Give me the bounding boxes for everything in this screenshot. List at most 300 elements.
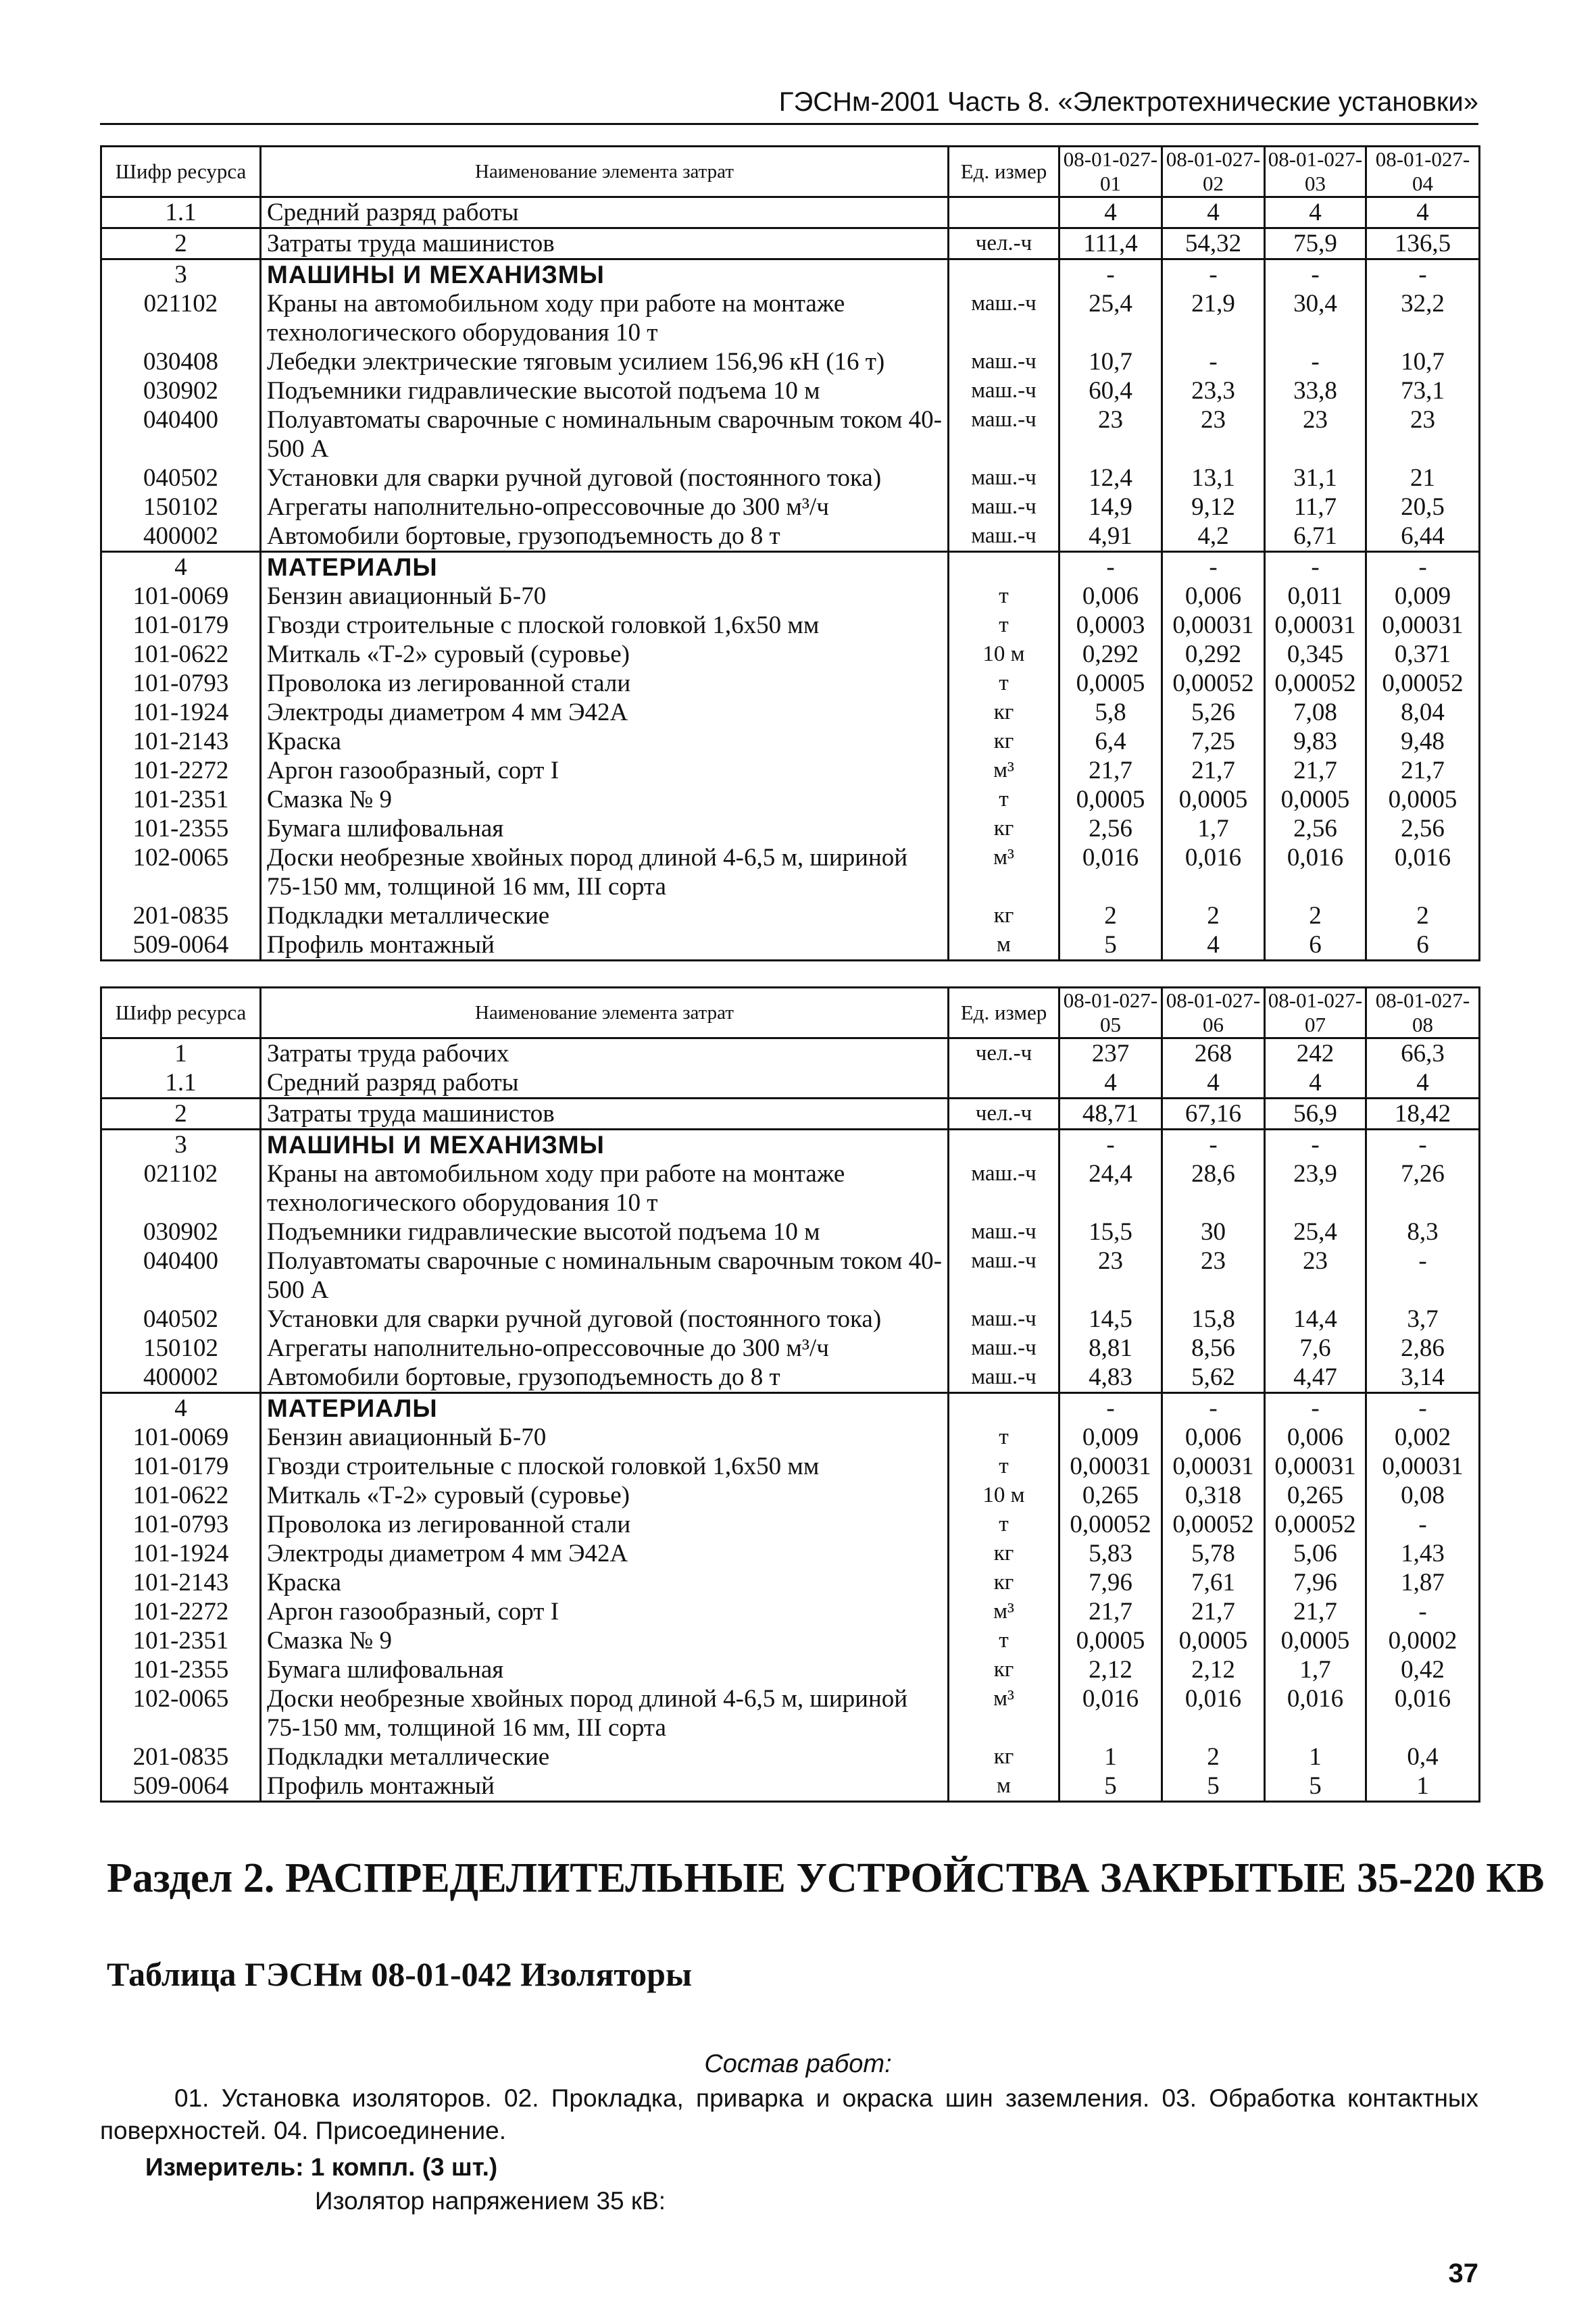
unit-cell: маш.-ч [949, 1305, 1059, 1334]
value-cell: 0,016 [1162, 1684, 1265, 1742]
table-row [101, 347, 1480, 376]
table-row [101, 582, 1480, 611]
value-cell: 5,8 [1059, 698, 1162, 727]
value-cell: 7,96 [1059, 1568, 1162, 1597]
value-cell: 10,7 [1366, 347, 1480, 376]
cost-element-cell: Полуавтоматы сварочные с номинальным сварочным током 40-500 А [261, 1247, 949, 1305]
resource-code-cell: 101-0793 [101, 669, 261, 698]
cost-element-cell: Установки для сварки ручной дуговой (постоянного тока) [261, 1305, 949, 1334]
table-header-row [101, 147, 1480, 197]
value-cell: 2 [1366, 901, 1480, 930]
value-cell: 4 [1265, 197, 1366, 228]
meter-label: Измеритель: [145, 2153, 304, 2181]
value-cell: 5 [1059, 1771, 1162, 1802]
value-cell: 21,7 [1265, 756, 1366, 785]
unit-cell: маш.-ч [949, 289, 1059, 347]
value-cell: 23 [1265, 405, 1366, 463]
value-cell: 6 [1265, 930, 1366, 961]
unit-cell: маш.-ч [949, 405, 1059, 463]
value-cell: 0,0005 [1059, 785, 1162, 814]
resource-code-cell: 150102 [101, 1334, 261, 1363]
section-row [101, 259, 1480, 290]
cost-element-cell: Лебедки электрические тяговым усилием 156,96 кН (16 т) [261, 347, 949, 376]
table-row [101, 1481, 1480, 1510]
header-norm-code: 08-01-027-02 [1162, 147, 1265, 197]
cost-element-cell: МАШИНЫ И МЕХАНИЗМЫ [261, 259, 949, 290]
value-cell: 2,56 [1059, 814, 1162, 843]
value-cell: 0,0005 [1366, 785, 1480, 814]
value-cell: 5 [1059, 930, 1162, 961]
value-cell: 0,00052 [1265, 1510, 1366, 1539]
resource-code-cell: 040400 [101, 405, 261, 463]
table-row [101, 611, 1480, 640]
unit-cell: маш.-ч [949, 1217, 1059, 1247]
cost-element-cell: Краны на автомобильном ходу при работе на монтаже технологического оборудования 10 т [261, 1159, 949, 1217]
value-cell: 1,7 [1162, 814, 1265, 843]
value-cell: 8,81 [1059, 1334, 1162, 1363]
unit-cell: маш.-ч [949, 463, 1059, 493]
unit-cell: кг [949, 1568, 1059, 1597]
value-cell: 0,0005 [1059, 669, 1162, 698]
unit-cell: 10 м [949, 1481, 1059, 1510]
value-cell: 1,43 [1366, 1539, 1480, 1568]
value-cell: 2,12 [1162, 1655, 1265, 1684]
value-cell: - [1162, 552, 1265, 582]
value-cell: 4 [1059, 1068, 1162, 1099]
table-row [101, 405, 1480, 463]
unit-cell: маш.-ч [949, 493, 1059, 522]
resource-code-cell: 101-1924 [101, 1539, 261, 1568]
value-cell: 0,0005 [1059, 1626, 1162, 1655]
value-cell: 30,4 [1265, 289, 1366, 347]
value-cell: 67,16 [1162, 1099, 1265, 1130]
table-row [101, 493, 1480, 522]
resource-code-cell: 400002 [101, 1363, 261, 1393]
table-row [101, 756, 1480, 785]
value-cell: 0,006 [1059, 582, 1162, 611]
header-norm-code: 08-01-027-06 [1162, 988, 1265, 1038]
resource-code-cell: 4 [101, 552, 261, 582]
value-cell: 1 [1366, 1771, 1480, 1802]
cost-element-cell: Бумага шлифовальная [261, 814, 949, 843]
resource-code-cell: 021102 [101, 1159, 261, 1217]
table-row [101, 228, 1480, 259]
cost-element-cell: Миткаль «Т-2» суровый (суровье) [261, 640, 949, 669]
value-cell: 5 [1162, 1771, 1265, 1802]
section-title: Раздел 2. РАСПРЕДЕЛИТЕЛЬНЫЕ УСТРОЙСТВА ЗАКРЫТЫЕ 35-220 КВ [107, 1855, 1545, 1901]
header-unit: Ед. измер [949, 147, 1059, 197]
value-cell: - [1265, 552, 1366, 582]
resource-code-cell: 030902 [101, 1217, 261, 1247]
unit-cell: кг [949, 1539, 1059, 1568]
value-cell: 21,7 [1162, 756, 1265, 785]
resource-code-cell: 040502 [101, 1305, 261, 1334]
resource-code-cell: 101-0069 [101, 582, 261, 611]
value-cell: 10,7 [1059, 347, 1162, 376]
table-row [101, 1539, 1480, 1568]
value-cell: 5 [1265, 1771, 1366, 1802]
value-cell: 0,08 [1366, 1481, 1480, 1510]
unit-cell: т [949, 1626, 1059, 1655]
table-row [101, 1742, 1480, 1771]
value-cell: 60,4 [1059, 376, 1162, 405]
value-cell: 21,7 [1059, 1597, 1162, 1626]
value-cell: 2,86 [1366, 1334, 1480, 1363]
unit-cell [949, 552, 1059, 582]
value-cell: 11,7 [1265, 493, 1366, 522]
table-row [101, 1159, 1480, 1217]
table-row [101, 1771, 1480, 1802]
cost-element-cell: Автомобили бортовые, грузоподъемность до 8 т [261, 1363, 949, 1393]
header-norm-code: 08-01-027-03 [1265, 147, 1366, 197]
value-cell: 2 [1059, 901, 1162, 930]
unit-cell: м³ [949, 756, 1059, 785]
value-cell: 0,016 [1059, 1684, 1162, 1742]
table-row [101, 1423, 1480, 1452]
table-row [101, 698, 1480, 727]
table-row [101, 376, 1480, 405]
resource-code-cell: 2 [101, 1099, 261, 1130]
value-cell: 0,00031 [1366, 611, 1480, 640]
value-cell: 9,12 [1162, 493, 1265, 522]
value-cell: - [1366, 552, 1480, 582]
value-cell: 0,00031 [1162, 611, 1265, 640]
unit-cell: м³ [949, 843, 1059, 901]
cost-element-cell: Гвозди строительные с плоской головкой 1,6х50 мм [261, 1452, 949, 1481]
value-cell: 0,009 [1059, 1423, 1162, 1452]
unit-cell: т [949, 1423, 1059, 1452]
cost-element-cell: Установки для сварки ручной дуговой (постоянного тока) [261, 463, 949, 493]
value-cell: 0,371 [1366, 640, 1480, 669]
value-cell: 24,4 [1059, 1159, 1162, 1217]
value-cell: - [1265, 259, 1366, 290]
value-cell: 7,26 [1366, 1159, 1480, 1217]
cost-element-cell: Подъемники гидравлические высотой подъема 10 м [261, 376, 949, 405]
value-cell: 8,04 [1366, 698, 1480, 727]
table-row [101, 901, 1480, 930]
value-cell: 1 [1059, 1742, 1162, 1771]
table-row [101, 1510, 1480, 1539]
value-cell: 25,4 [1059, 289, 1162, 347]
table-row [101, 640, 1480, 669]
table-row [101, 727, 1480, 756]
value-cell: 7,08 [1265, 698, 1366, 727]
resource-code-cell: 101-2355 [101, 814, 261, 843]
value-cell: 56,9 [1265, 1099, 1366, 1130]
unit-cell: т [949, 1452, 1059, 1481]
header-resource-code: Шифр ресурса [101, 988, 261, 1038]
resource-code-cell: 101-2355 [101, 1655, 261, 1684]
value-cell: 4,47 [1265, 1363, 1366, 1393]
unit-cell: чел.-ч [949, 228, 1059, 259]
cost-element-cell: МАШИНЫ И МЕХАНИЗМЫ [261, 1130, 949, 1160]
value-cell: 54,32 [1162, 228, 1265, 259]
value-cell: 3,14 [1366, 1363, 1480, 1393]
cost-element-cell: Автомобили бортовые, грузоподъемность до 8 т [261, 522, 949, 552]
value-cell: 2,56 [1366, 814, 1480, 843]
section-row [101, 1393, 1480, 1424]
table-row [101, 814, 1480, 843]
cost-element-cell: Электроды диаметром 4 мм Э42А [261, 698, 949, 727]
table-row [101, 1363, 1480, 1393]
unit-cell [949, 259, 1059, 290]
value-cell: 0,016 [1366, 1684, 1480, 1742]
cost-element-cell: Смазка № 9 [261, 785, 949, 814]
value-cell: 5,78 [1162, 1539, 1265, 1568]
value-cell: - [1162, 1130, 1265, 1160]
value-cell: 1,87 [1366, 1568, 1480, 1597]
value-cell: 2,56 [1265, 814, 1366, 843]
value-cell: 0,0003 [1059, 611, 1162, 640]
resource-code-cell: 509-0064 [101, 1771, 261, 1802]
value-cell: - [1162, 1393, 1265, 1424]
resource-code-cell: 040502 [101, 463, 261, 493]
value-cell: 0,0002 [1366, 1626, 1480, 1655]
value-cell: - [1366, 1393, 1480, 1424]
value-cell: 0,00052 [1162, 669, 1265, 698]
table-title: Таблица ГЭСНм 08-01-042 Изоляторы [107, 1955, 692, 1993]
unit-cell: маш.-ч [949, 522, 1059, 552]
resource-code-cell: 201-0835 [101, 901, 261, 930]
unit-cell: кг [949, 814, 1059, 843]
value-cell: 21,7 [1265, 1597, 1366, 1626]
cost-element-cell: Гвозди строительные с плоской головкой 1,6х50 мм [261, 611, 949, 640]
cost-element-cell: МАТЕРИАЛЫ [261, 1393, 949, 1424]
value-cell: 1 [1265, 1742, 1366, 1771]
value-cell: 8,56 [1162, 1334, 1265, 1363]
value-cell: 0,006 [1162, 582, 1265, 611]
value-cell: 4,91 [1059, 522, 1162, 552]
cost-element-cell: Подъемники гидравлические высотой подъема 10 м [261, 1217, 949, 1247]
resource-table-1 [100, 145, 1478, 961]
value-cell: 21,7 [1059, 756, 1162, 785]
value-cell: - [1162, 347, 1265, 376]
resource-code-cell: 101-2143 [101, 1568, 261, 1597]
value-cell: 0,00031 [1059, 1452, 1162, 1481]
value-cell: 5,62 [1162, 1363, 1265, 1393]
cost-element-cell: Бумага шлифовальная [261, 1655, 949, 1684]
resource-code-cell: 1 [101, 1038, 261, 1069]
unit-cell: маш.-ч [949, 1363, 1059, 1393]
value-cell: 6,44 [1366, 522, 1480, 552]
unit-cell: кг [949, 1655, 1059, 1684]
unit-cell: т [949, 611, 1059, 640]
table-row [101, 1068, 1480, 1099]
value-cell: 15,8 [1162, 1305, 1265, 1334]
table-row [101, 843, 1480, 901]
value-cell: - [1265, 347, 1366, 376]
value-cell: 0,00052 [1265, 669, 1366, 698]
resource-code-cell: 101-0793 [101, 1510, 261, 1539]
value-cell: 2 [1265, 901, 1366, 930]
unit-cell [949, 197, 1059, 228]
table-row [101, 930, 1480, 961]
unit-cell: маш.-ч [949, 376, 1059, 405]
resource-code-cell: 101-2272 [101, 1597, 261, 1626]
value-cell: 0,016 [1366, 843, 1480, 901]
resource-code-cell: 102-0065 [101, 1684, 261, 1742]
resource-code-cell: 101-0179 [101, 611, 261, 640]
value-cell: 0,006 [1265, 1423, 1366, 1452]
table-row [101, 1568, 1480, 1597]
unit-cell: кг [949, 727, 1059, 756]
value-cell: 4 [1265, 1068, 1366, 1099]
cost-element-cell: Краска [261, 727, 949, 756]
value-cell: 8,3 [1366, 1217, 1480, 1247]
value-cell: 33,8 [1265, 376, 1366, 405]
resource-code-cell: 030408 [101, 347, 261, 376]
value-cell: 32,2 [1366, 289, 1480, 347]
table-row [101, 785, 1480, 814]
value-cell: 0,00031 [1265, 1452, 1366, 1481]
value-cell: 2 [1162, 1742, 1265, 1771]
value-cell: 4 [1162, 197, 1265, 228]
resource-code-cell: 101-1924 [101, 698, 261, 727]
unit-cell: м³ [949, 1597, 1059, 1626]
cost-element-cell: Проволока из легированной стали [261, 669, 949, 698]
unit-cell: кг [949, 901, 1059, 930]
value-cell: 21,7 [1162, 1597, 1265, 1626]
value-cell: - [1059, 1130, 1162, 1160]
value-cell: 4 [1162, 930, 1265, 961]
value-cell: 28,6 [1162, 1159, 1265, 1217]
header-resource-code: Шифр ресурса [101, 147, 261, 197]
value-cell: 25,4 [1265, 1217, 1366, 1247]
unit-cell: 10 м [949, 640, 1059, 669]
header-norm-code: 08-01-027-08 [1366, 988, 1480, 1038]
cost-element-cell: Средний разряд работы [261, 197, 949, 228]
resource-code-cell: 1.1 [101, 1068, 261, 1099]
value-cell: 0,016 [1059, 843, 1162, 901]
value-cell: 14,5 [1059, 1305, 1162, 1334]
section-row [101, 552, 1480, 582]
value-cell: 0,292 [1059, 640, 1162, 669]
resource-code-cell: 201-0835 [101, 1742, 261, 1771]
table-row [101, 1452, 1480, 1481]
resource-code-cell: 3 [101, 1130, 261, 1160]
resource-code-cell: 101-2272 [101, 756, 261, 785]
header-cost-element: Наименование элемента затрат [261, 147, 949, 197]
value-cell: - [1366, 1130, 1480, 1160]
resource-code-cell: 2 [101, 228, 261, 259]
value-cell: 13,1 [1162, 463, 1265, 493]
table-row [101, 669, 1480, 698]
cost-element-cell: Миткаль «Т-2» суровый (суровье) [261, 1481, 949, 1510]
value-cell: 0,0005 [1265, 785, 1366, 814]
resource-table [100, 986, 1480, 1803]
cost-element-cell: Доски необрезные хвойных пород длиной 4-6,5 м, шириной 75-150 мм, толщиной 16 мм, III сорта [261, 843, 949, 901]
value-cell: 48,71 [1059, 1099, 1162, 1130]
cost-element-cell: Затраты труда машинистов [261, 228, 949, 259]
resource-table [100, 145, 1480, 961]
cost-element-cell: Профиль монтажный [261, 1771, 949, 1802]
cost-element-cell: Доски необрезные хвойных пород длиной 4-6,5 м, шириной 75-150 мм, толщиной 16 мм, III сорта [261, 1684, 949, 1742]
cost-element-cell: Подкладки металлические [261, 1742, 949, 1771]
value-cell: 5,06 [1265, 1539, 1366, 1568]
value-cell: 1,7 [1265, 1655, 1366, 1684]
unit-cell [949, 1393, 1059, 1424]
unit-cell: т [949, 669, 1059, 698]
value-cell: 23 [1059, 405, 1162, 463]
value-cell: 0,0005 [1265, 1626, 1366, 1655]
value-cell: 0,00031 [1265, 611, 1366, 640]
value-cell: 0,016 [1265, 1684, 1366, 1742]
value-cell: 0,006 [1162, 1423, 1265, 1452]
resource-code-cell: 4 [101, 1393, 261, 1424]
value-cell: 0,0005 [1162, 1626, 1265, 1655]
table-row [101, 1684, 1480, 1742]
resource-code-cell: 101-2351 [101, 785, 261, 814]
value-cell: 0,318 [1162, 1481, 1265, 1510]
table-row [101, 1597, 1480, 1626]
value-cell: 242 [1265, 1038, 1366, 1069]
value-cell: 66,3 [1366, 1038, 1480, 1069]
unit-cell: м³ [949, 1684, 1059, 1742]
value-cell: 0,0005 [1162, 785, 1265, 814]
header-norm-code: 08-01-027-05 [1059, 988, 1162, 1038]
value-cell: 7,61 [1162, 1568, 1265, 1597]
value-cell: 237 [1059, 1038, 1162, 1069]
value-cell: 30 [1162, 1217, 1265, 1247]
table-row [101, 1099, 1480, 1130]
value-cell: 5,83 [1059, 1539, 1162, 1568]
value-cell: 6,71 [1265, 522, 1366, 552]
value-cell: - [1162, 259, 1265, 290]
value-cell: 136,5 [1366, 228, 1480, 259]
cost-element-cell: Затраты труда машинистов [261, 1099, 949, 1130]
insulator-voltage-line: Изолятор напряжением 35 кВ: [315, 2187, 666, 2215]
value-cell: 75,9 [1265, 228, 1366, 259]
resource-code-cell: 101-2351 [101, 1626, 261, 1655]
value-cell: 0,00031 [1366, 1452, 1480, 1481]
composition-text: 01. Установка изоляторов. 02. Прокладка, приварка и окраска шин заземления. 03. Обработка контактных поверхностей. 04. Присоединение. [100, 2084, 1478, 2144]
table-row [101, 1038, 1480, 1069]
value-cell: - [1366, 1247, 1480, 1305]
value-cell: 4,83 [1059, 1363, 1162, 1393]
value-cell: 0,00052 [1366, 669, 1480, 698]
cost-element-cell: Краны на автомобильном ходу при работе на монтаже технологического оборудования 10 т [261, 289, 949, 347]
unit-cell: кг [949, 698, 1059, 727]
cost-element-cell: Бензин авиационный Б-70 [261, 582, 949, 611]
meter-line [145, 2151, 497, 2184]
value-cell: 4 [1162, 1068, 1265, 1099]
cost-element-cell: Аргон газообразный, сорт I [261, 756, 949, 785]
value-cell: 20,5 [1366, 493, 1480, 522]
table-row [101, 1217, 1480, 1247]
value-cell: 6,4 [1059, 727, 1162, 756]
value-cell: 0,016 [1162, 843, 1265, 901]
resource-code-cell: 400002 [101, 522, 261, 552]
resource-code-cell: 021102 [101, 289, 261, 347]
table-row [101, 522, 1480, 552]
value-cell: 268 [1162, 1038, 1265, 1069]
value-cell: 0,00052 [1059, 1510, 1162, 1539]
value-cell: 4,2 [1162, 522, 1265, 552]
unit-cell: маш.-ч [949, 1247, 1059, 1305]
cost-element-cell: Бензин авиационный Б-70 [261, 1423, 949, 1452]
cost-element-cell: МАТЕРИАЛЫ [261, 552, 949, 582]
value-cell: - [1366, 1597, 1480, 1626]
resource-code-cell: 3 [101, 259, 261, 290]
unit-cell: маш.-ч [949, 1159, 1059, 1217]
resource-code-cell: 509-0064 [101, 930, 261, 961]
resource-code-cell: 101-0622 [101, 1481, 261, 1510]
value-cell: 0,292 [1162, 640, 1265, 669]
header-norm-code: 08-01-027-07 [1265, 988, 1366, 1038]
table-row [101, 197, 1480, 228]
page-number: 37 [1448, 2259, 1478, 2288]
value-cell: 14,9 [1059, 493, 1162, 522]
